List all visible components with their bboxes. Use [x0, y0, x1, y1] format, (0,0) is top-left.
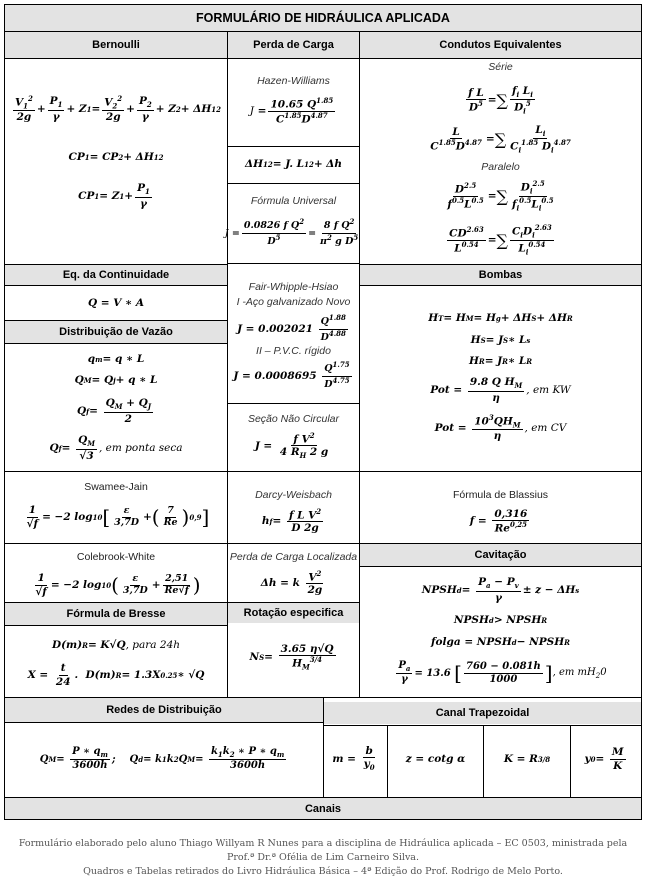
npsh-inequality: NPSH d > NPSH R: [453, 614, 548, 626]
qf-ponta-seca-equation: Q f = $\frac{Q_M}{√3}$ , em ponta seca: [49, 434, 183, 462]
label-fair-whipple: Fair-Whipple-Hsiao: [248, 281, 339, 293]
hs-equation: H S = J S ∗ L s: [470, 334, 531, 346]
canal-k-equation: K = R 3/8: [503, 753, 551, 765]
formula-sheet: [4, 4, 642, 820]
QM-equation: Q M = Q j + q ∗ L: [74, 374, 158, 386]
label-pvc-rigido: II – P.V.C. rígido: [256, 345, 331, 357]
canal-y0-equation: y 0 = $\frac{M}{K}$: [584, 746, 624, 772]
header-bresse: Fórmula de Bresse: [5, 603, 227, 625]
label-blassius: Fórmula de Blassius: [452, 489, 549, 501]
header-distribuicao-vazao: Distribuição de Vazão: [5, 321, 227, 343]
canal-z-equation: z = cotg α: [405, 753, 466, 765]
header-canal-trapezoidal: Canal Trapezoidal: [324, 702, 641, 724]
paralelo-equation-2: $\frac{CD^{2.63}}{L^{0.54}}$ = ∑ $\frac{C_iD_i^{2.63}}{L_i^{0.54}}$: [449, 222, 552, 257]
footer-line-1: Formulário elaborado pelo aluno Thiago Willyam R Nunes para a disciplina de Hidráulica aplicada – EC 0503, ministrada pela: [18, 838, 628, 849]
header-perda-de-carga: Perda de Carga: [228, 32, 359, 58]
darcy-equation: h f = $\frac{f L V^2}{D 2g}$: [261, 506, 322, 535]
secao-equation: J = $\frac{f V^2}{4 R_H 2 g}$: [254, 430, 329, 461]
footer-line-3: Quadros e Tabelas retirados do Livro Hidráulica Básica – 4ª Edição do Prof. Rodrigo de Melo Porto.: [83, 866, 563, 877]
dh12-equation: ΔH 12 = J. L 12 + Δh: [244, 158, 343, 170]
universal-equation: J = $\frac{0.0826 f Q^2}{D^5}$ = $\frac{8 f Q^2}{\pi^2 g D^5}$: [224, 217, 359, 247]
label-darcy-weisbach: Darcy-Weisbach: [255, 489, 332, 501]
qm-equation: q m = q ∗ L: [87, 353, 145, 365]
continuidade-equation: Q = V ∗ A: [87, 297, 145, 309]
sheet-title: FORMULÁRIO DE HIDRÁULICA APLICADA: [5, 5, 641, 31]
blassius-equation: f = $\frac{0,316}{Re^{0,25}}$: [469, 507, 528, 535]
npshd-equation: NPSH d = $\frac{P_a - P_v}{\gamma}$ ± z − ΔH s: [421, 576, 580, 604]
label-swamee-jain: Swamee-Jain: [84, 481, 148, 493]
cp-equation: CP 1 = CP 2 + ΔH 12: [68, 151, 164, 163]
bernoulli-equation: $\frac{V_1^2}{2g}$ + $\frac{P_1}{\gamma}$ + Z 1 = $\frac{V_2^2}{2g}$ + $\frac{P_2}{\gamma}$ + Z 2 + ΔH 12: [14, 93, 222, 124]
label-colebrook-white: Colebrook-White: [76, 551, 156, 563]
label-paralelo: Paralelo: [481, 161, 520, 173]
serie-equation-1: $\frac{\text{f L}}{D^5}$ = ∑ $\frac{f_i L_i}{D_i^5}$: [468, 84, 533, 116]
bresse-equation-1: D(m) R = K√Q , para 24h: [51, 639, 181, 651]
header-redes-distribuicao: Redes de Distribuição: [5, 698, 323, 722]
header-cavitacao: Cavitação: [360, 544, 641, 566]
hr-equation: H R = J R ∗ L R: [468, 355, 533, 367]
ht-equation: H T = H M = H g + ΔH S + ΔH R: [428, 312, 573, 324]
label-hazen-williams: Hazen-Williams: [257, 75, 330, 87]
serie-equation-2: $\frac{L}{C^{1.85}D^{4.87}}$ = ∑ $\frac{L_i}{C_i^{1.85} D_i^{4.87}}$: [430, 123, 571, 155]
colebrook-equation: $\frac{1}{√f}$ = −2 log 10 ( $\frac{\varepsilon}{3,7D}$ + $\frac{2,51}{Re√f}$ ): [35, 572, 201, 598]
header-bombas: Bombas: [360, 265, 641, 285]
header-rotacao-especifica: Rotação especifica: [228, 603, 359, 623]
localizada-equation: Δh = k $\frac{V^2}{2g}$: [260, 568, 323, 597]
canal-m-equation: m = $\frac{b}{y_0}$: [332, 745, 375, 773]
label-perda-localizada: Perda de Carga Localizada: [229, 551, 358, 563]
cp1-equation: CP 1 = Z 1 + $\frac{P_1}{\gamma}$: [78, 182, 150, 210]
aco-equation: J = 0.002021 $\frac{Q^{1.88}}{D^{4.88}}$: [237, 313, 346, 343]
pa-gamma-equation: $\frac{P_a}{\gamma}$ = 13.6 [ $\frac{760 - 0.081h}{1000}$ ] , em $mH_20$: [398, 660, 607, 686]
pot-kw-equation: Pot = $\frac{9.8 Q H_M}{\eta}$ , em KW: [430, 376, 571, 404]
header-bernoulli: Bernoulli: [5, 32, 227, 58]
hazen-equation: J = $\frac{10.65 Q^{1.85}}{C^{1.85}D^{4.87}}$: [249, 95, 334, 125]
folga-equation: folga = NPSH d − NPSH R: [431, 636, 570, 648]
label-formula-universal: Fórmula Universal: [250, 195, 337, 207]
swamee-equation: $\frac{1}{√f}$ = −2 log 10 [ $\frac{\varepsilon}{3,7D}$ + ( $\frac{7}{Re}$ ) 0,9 ]: [26, 504, 210, 530]
redes-equation: Q M = $\frac{P ∗ q_m}{3600h}$ ; Q d = k 1 k 2 Q M = $\frac{k_1k_2 ∗ P ∗ q_m}{3600h}$: [39, 746, 285, 772]
header-canais: Canais: [5, 798, 641, 819]
pot-cv-equation: Pot = $\frac{10^3QH_M}{\eta}$ , em CV: [434, 412, 567, 443]
header-eq-continuidade: Eq. da Continuidade: [5, 265, 227, 285]
paralelo-equation-1: $\frac{D^{2.5}}{f^{0.5}L^{0.5}}$ = ∑ $\frac{D_i^{2.5}}{f_i^{0.5}L_i^{0.5}}$: [447, 178, 554, 213]
label-aco-galvanizado: I -Aço galvanizado Novo: [236, 296, 351, 308]
qf-equation: Q f = $\frac{Q_M + Q_J}{2}$: [76, 397, 152, 425]
label-secao-nao-circular: Seção Não Circular: [247, 413, 340, 425]
footer-line-2: Prof.ª Dr.ª Ofélia de Lim Carneiro Silva.: [226, 852, 419, 863]
header-condutos-equivalentes: Condutos Equivalentes: [360, 32, 641, 58]
bresse-equation-2: X = $\frac{t}{24}$ . D(m) R = 1.3X 0.25 ∗ √Q: [27, 662, 205, 688]
ns-equation: N S = $\frac{3.65 \eta√Q}{H_M^{3/4}}$: [249, 642, 334, 672]
pvc-equation: J = 0.0008695 $\frac{Q^{1.75}}{D^{4.75}}$: [233, 360, 350, 390]
label-serie: Série: [488, 61, 513, 73]
